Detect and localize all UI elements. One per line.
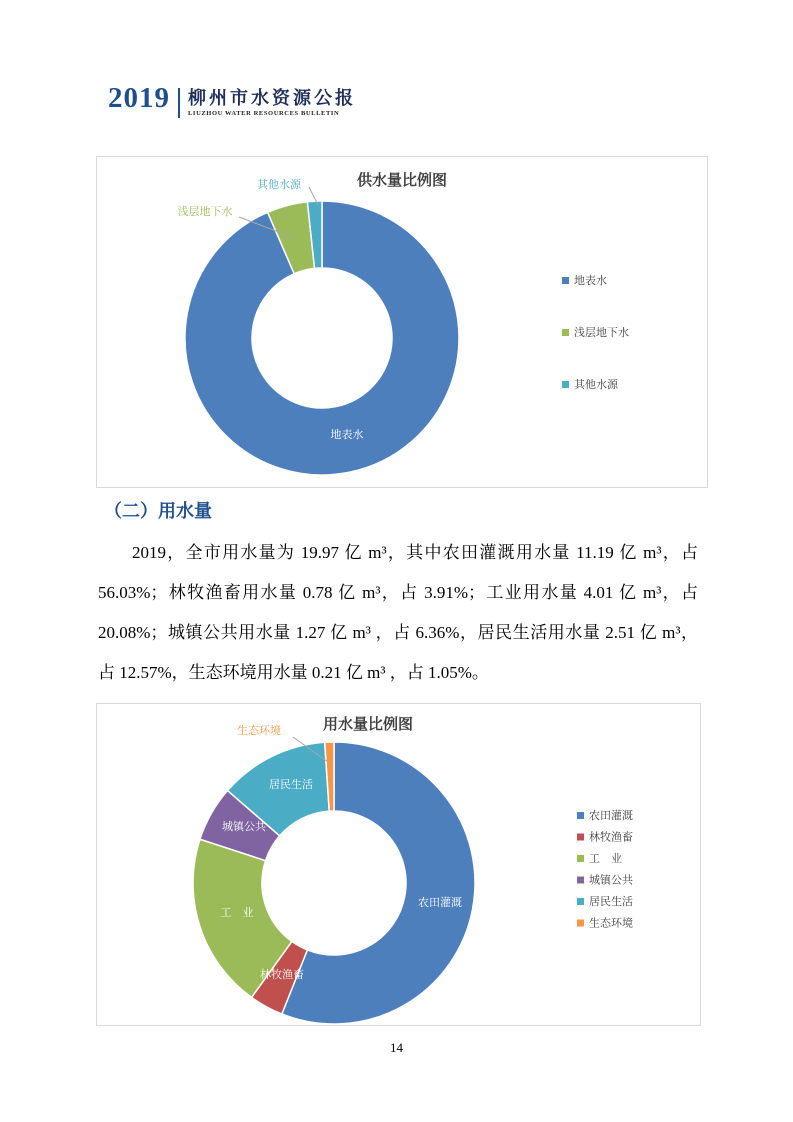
header-title: 柳州市水资源公报 (188, 88, 356, 109)
supply-ratio-chart-svg (97, 157, 707, 487)
header-divider (178, 88, 180, 118)
section-heading: （二）用水量 (104, 501, 212, 522)
chart-title: 供水量比例图 (356, 171, 448, 189)
slice-label: 工 业 (220, 906, 254, 919)
legend-label: 地表水 (574, 274, 607, 287)
legend-swatch (562, 277, 569, 284)
legend-label: 城镇公共 (589, 873, 633, 887)
legend-swatch (577, 855, 584, 862)
slice-label: 浅层地下水 (177, 205, 233, 218)
legend-label: 林牧渔畜 (589, 830, 633, 844)
legend-swatch (577, 898, 584, 905)
slice-label: 生态环境 (237, 724, 281, 737)
legend-label: 农田灌溉 (589, 809, 633, 822)
legend-label: 工 业 (589, 852, 622, 865)
supply-ratio-chart (96, 156, 708, 488)
water-use-text: 2019，全市用水量为 19.97 亿 m³，其中农田灌溉用水量 11.19 亿 m³，占 56.03%；林牧渔畜用水量 0.78 亿 m³，占 3.91%；工业用水量 4.01 亿 m³，占 20.08%；城镇公共用水量 1.27 亿 m³ ，占 6.36%，居民生活用水量 2.51 亿 m³，占 12.57%，生态环境用水量 0.21 亿 m³ ，占 1.05%。 (98, 543, 698, 682)
use-ratio-chart-svg (97, 704, 700, 1025)
slice-label: 其他水源 (257, 178, 301, 191)
slice-label: 地表水 (330, 428, 364, 441)
chart-title: 用水量比例图 (322, 715, 414, 733)
water-use-paragraph (98, 533, 698, 693)
legend-label: 其他水源 (574, 378, 618, 391)
slice-label: 城镇公共 (222, 820, 266, 833)
legend-swatch (577, 834, 584, 841)
legend-label: 浅层地下水 (574, 326, 629, 339)
slice-label: 林牧渔畜 (260, 968, 304, 981)
legend-swatch (577, 812, 584, 819)
legend-label: 生态环境 (589, 916, 633, 930)
legend-swatch (577, 920, 584, 927)
legend-label: 居民生活 (589, 895, 633, 908)
page-number: 14 (390, 1040, 403, 1055)
legend-swatch (562, 381, 569, 388)
slice-label: 居民生活 (269, 778, 313, 791)
slice-label: 农田灌溉 (418, 896, 462, 909)
legend-swatch (562, 329, 569, 336)
legend-swatch (577, 877, 584, 884)
use-ratio-chart (96, 703, 701, 1026)
header-subtitle: LIUZHOU WATER RESOURCES BULLETIN (188, 110, 340, 117)
header-year: 2019 (108, 82, 170, 114)
